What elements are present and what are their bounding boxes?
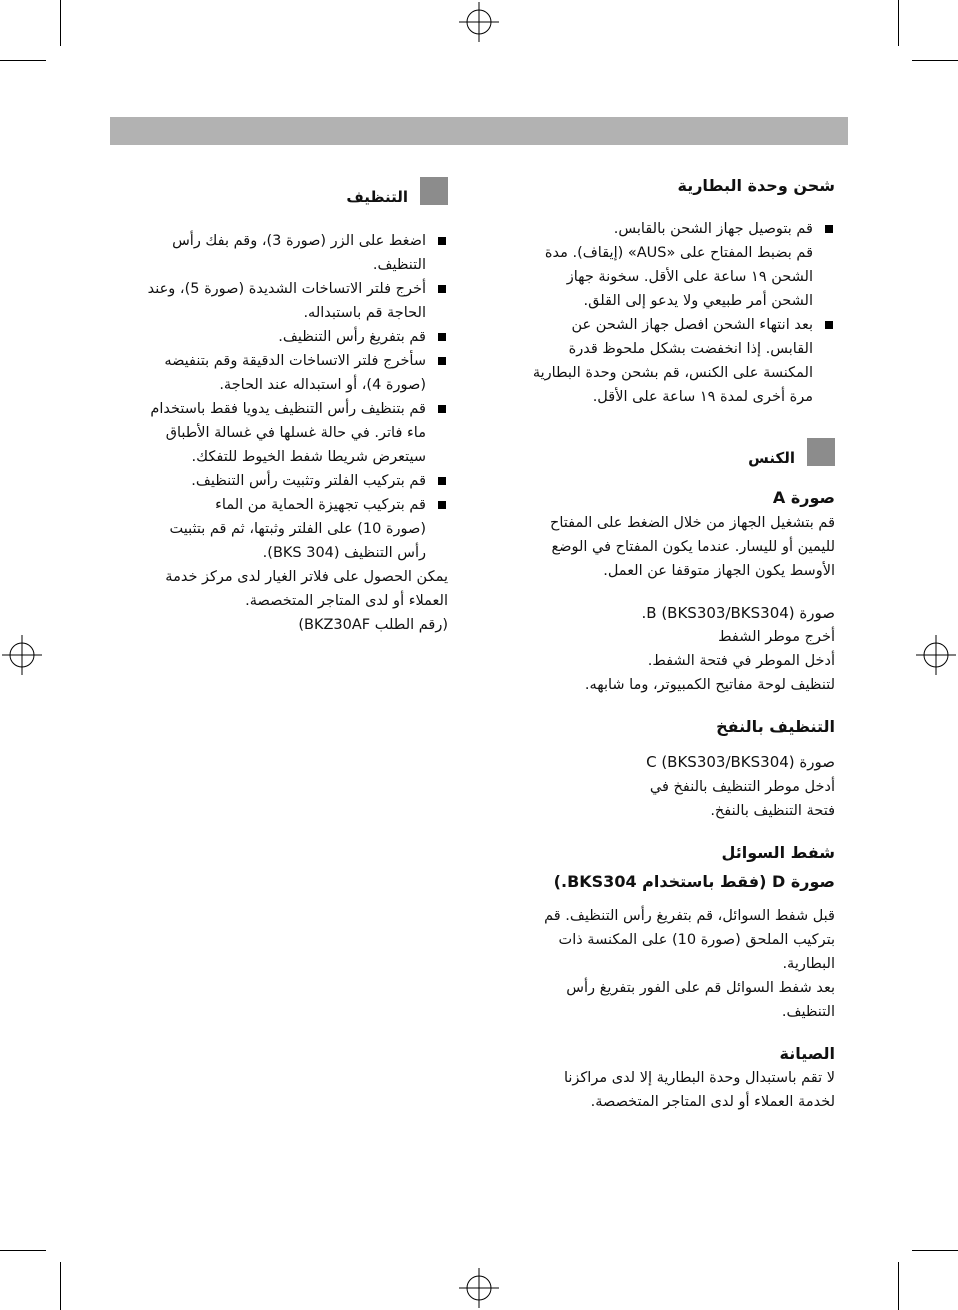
- text-line: بعد شفط السوائل قم على الفور بتفريغ رأس: [566, 980, 835, 996]
- text-line: البطارية.: [782, 956, 835, 972]
- bullet-item: [100, 229, 448, 277]
- bullet-item: [100, 469, 448, 493]
- heading: [500, 174, 835, 198]
- crop-mark: [0, 60, 46, 61]
- heading: [500, 486, 835, 510]
- section-marker-icon: [420, 177, 448, 205]
- text-line: الأوسط يكون الجهاز متوقفا عن العمل.: [603, 563, 835, 579]
- text-line: صورة B (BKS303/BKS304).: [641, 604, 835, 622]
- text-line: قم بتفريغ رأس التنظيف.: [278, 329, 426, 345]
- registration-mark-icon: [2, 635, 42, 675]
- text-line: التنظيف: [346, 188, 408, 206]
- paragraph: [500, 625, 835, 697]
- heading: [500, 841, 835, 865]
- registration-mark-icon: [916, 635, 956, 675]
- section-heading: [500, 446, 835, 470]
- text-line: لخدمة العملاء أو لدى المتاجر المتخصصة.: [590, 1094, 835, 1110]
- text-line: فتحة التنظيف بالنفخ.: [710, 803, 835, 819]
- text-line: أخرج فلتر الاتساخات الشديدة (صورة 5)، وعند: [147, 281, 426, 297]
- text-line: مرة أخرى لمدة ١٩ ساعة على الأقل.: [592, 389, 813, 405]
- text-line: (صورة 4)، أو استبداله عند الحاجة.: [219, 377, 426, 393]
- crop-mark: [912, 1250, 958, 1251]
- paragraph: [500, 904, 835, 976]
- text-line: صورة A: [772, 488, 835, 507]
- crop-mark: [60, 0, 61, 46]
- crop-mark: [898, 0, 899, 46]
- text-line: العملاء أو لدى المتاجر المتخصصة.: [245, 593, 448, 609]
- bullet-item: [500, 217, 835, 313]
- bullet-item: [100, 325, 448, 349]
- text-line: قم بتشغيل الجهاز من خلال الضغط على المفتاح: [549, 515, 835, 531]
- paragraph: [500, 1066, 835, 1114]
- bullet-item: [100, 277, 448, 325]
- text-line: الشحن أمر طبيعي ولا يدعو إلى القلق.: [583, 293, 813, 309]
- bullet-item: [500, 313, 835, 409]
- text-line: سيتعرض شريطا شفط الخيوط للتفكك.: [191, 449, 426, 465]
- text-line: يمكن الحصول على فلاتر الغيار لدى مركز خدمة: [165, 569, 448, 585]
- text-line: ماء فاتر. في حالة غسلها في غسالة الأطباق: [165, 425, 426, 441]
- text-line: لا تقم باستبدال وحدة البطارية إلا لدى مراكزنا: [563, 1070, 835, 1086]
- header-bar: [110, 117, 848, 145]
- text-line: التنظيف بالنفخ: [716, 717, 835, 736]
- crop-mark: [60, 1262, 61, 1310]
- text-line: الصيانة: [779, 1044, 835, 1063]
- bullet-square-icon: [438, 501, 446, 509]
- section-marker-icon: [807, 438, 835, 466]
- text-line: قم بتركيب تجهيزة الحماية من الماء: [215, 497, 426, 513]
- text-line: لليمين أو لليسار. عندما يكون المفتاح في الوضع: [551, 539, 835, 555]
- text-line: بتركيب الملحق (صورة 10) على المكنسة ذات: [558, 932, 835, 948]
- subheading: [500, 750, 835, 774]
- text-line: أدخل موطر التنظيف بالنفخ في: [649, 779, 835, 795]
- text-line: المكنسة على الكنس، قم بشحن وحدة البطارية: [532, 365, 813, 381]
- text-line: التنظيف.: [781, 1004, 835, 1020]
- paragraph: [500, 976, 835, 1024]
- text-line: لتنظيف لوحة مفاتيح الكمبيوتر، وما شابهه.: [584, 677, 835, 693]
- text-line: القابس. إذا انخفضت بشكل ملحوظ قدرة: [568, 341, 813, 357]
- text-line: بعد انتهاء الشحن افصل جهاز الشحن عن: [571, 317, 813, 333]
- bullet-square-icon: [438, 285, 446, 293]
- bullet-square-icon: [438, 477, 446, 485]
- bullet-square-icon: [438, 333, 446, 341]
- text-line: قم بضبط المفتاح على «AUS» (إيقاف). مدة: [544, 245, 813, 261]
- text-line: الشحن ١٩ ساعة على الأقل. سخونة جهاز: [566, 269, 813, 285]
- bullet-square-icon: [825, 321, 833, 329]
- heading: [500, 715, 835, 739]
- subheading: [500, 601, 835, 625]
- text-line: شحن وحدة البطارية: [677, 176, 835, 195]
- text-line: (رقم الطلب BKZ30AF): [298, 617, 448, 633]
- bullet-square-icon: [438, 357, 446, 365]
- text-line: أدخل الموطر في فتحة الشفط.: [647, 653, 835, 669]
- text-line: الحاجة قم باستبداله.: [303, 305, 426, 321]
- bullet-square-icon: [438, 237, 446, 245]
- text-line: (صورة 10) على الفلتر وثبتها، ثم قم بتثبيت: [169, 521, 426, 537]
- heading: [500, 870, 835, 894]
- text-line: شفط السوائل: [721, 843, 835, 862]
- registration-mark-icon: [459, 2, 499, 42]
- bullet-item: [100, 349, 448, 397]
- bullet-square-icon: [438, 405, 446, 413]
- paragraph: [500, 511, 835, 583]
- text-line: قبل شفط السوائل، قم بتفريغ رأس التنظيف. قم: [544, 908, 835, 924]
- paragraph: [100, 565, 448, 637]
- text-line: اضغط على الزر (صورة 3)، وقم بفك رأس: [172, 233, 426, 249]
- text-line: التنظيف.: [372, 257, 426, 273]
- text-line: أخرج موطر الشفط: [718, 629, 835, 645]
- crop-mark: [0, 1250, 46, 1251]
- paragraph: [500, 775, 835, 823]
- text-line: صورة C (BKS303/BKS304): [646, 753, 835, 771]
- text-line: الكنس: [748, 449, 795, 467]
- registration-mark-icon: [459, 1268, 499, 1308]
- text-line: صورة D (فقط باستخدام BKS304.): [553, 872, 835, 891]
- section-heading: [100, 185, 448, 209]
- text-line: سأخرج فلتر الاتساخات الدقيقة وقم بتنفيضه: [164, 353, 426, 369]
- bullet-item: [100, 493, 448, 565]
- crop-mark: [912, 60, 958, 61]
- text-line: قم بتوصيل جهاز الشحن بالقابس.: [613, 221, 813, 237]
- crop-mark: [898, 1262, 899, 1310]
- heading: [500, 1042, 835, 1066]
- bullet-square-icon: [825, 225, 833, 233]
- text-line: قم بتركيب الفلتر وتثبيت رأس التنظيف.: [191, 473, 426, 489]
- text-line: قم بتنظيف رأس التنظيف يدويا فقط باستخدام: [150, 401, 426, 417]
- bullet-item: [100, 397, 448, 469]
- text-line: رأس التنظيف (BKS 304).: [262, 545, 426, 561]
